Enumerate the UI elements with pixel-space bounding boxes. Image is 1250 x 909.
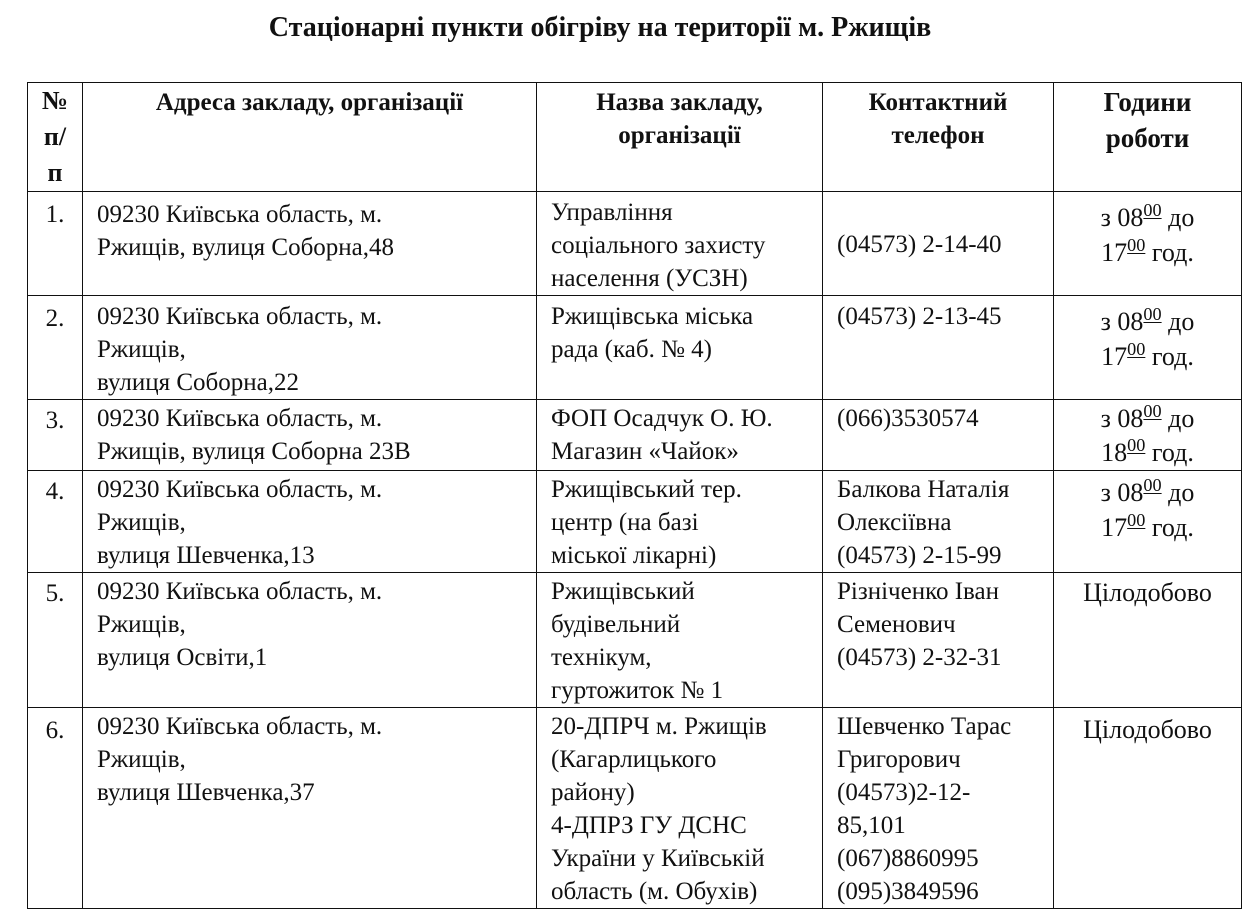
row-name: Управління соціального захисту населення (УСЗН) [537,192,823,296]
row-number: 1. [28,192,83,296]
table-row [28,471,1242,573]
row-number: 3. [28,400,83,471]
row-hours: Цілодобово [1054,573,1242,708]
row-name: Ржищівський тер. центр (на базі міської лікарні) [537,471,823,573]
row-hours: з $08^{00}$ до $18^{00}$ год. [1054,400,1242,471]
row-name: Ржищівський будівельний технікум, гуртожиток № 1 [537,573,823,708]
row-phone: (04573) 2-14-40 [823,192,1054,296]
heating-points-table [27,82,1242,909]
row-address: 09230 Київська область, м. Ржищів, вулиця Соборна,22 [83,296,537,400]
row-phone: (04573) 2-13-45 [823,296,1054,400]
header-name: Назва закладу, організації [537,83,823,192]
row-hours: з $08^{00}$ до $17^{00}$ год. [1054,192,1242,296]
row-address: 09230 Київська область, м. Ржищів, вулиця Соборна 23В [83,400,537,471]
row-address: 09230 Київська область, м. Ржищів, вулиця Соборна,48 [83,192,537,296]
row-hours: з $08^{00}$ до $17^{00}$ год. [1054,471,1242,573]
row-address: 09230 Київська область, м. Ржищів, вулиця Шевченка,13 [83,471,537,573]
row-phone: Шевченко Тарас Григорович (04573)2-12- 85,101 (067)8860995 (095)3849596 [823,708,1054,909]
header-hours: Години роботи [1054,83,1242,192]
row-phone: (066)3530574 [823,400,1054,471]
table-row [28,573,1242,708]
table-row [28,192,1242,296]
row-name: ФОП Осадчук О. Ю. Магазин «Чайок» [537,400,823,471]
row-name: 20-ДПРЧ м. Ржищів (Кагарлицького району) 4-ДПРЗ ГУ ДСНС України у Київській область (м. Обухів) [537,708,823,909]
table-row [28,296,1242,400]
row-phone: Різніченко Іван Семенович (04573) 2-32-31 [823,573,1054,708]
header-number: № п/ п [28,83,83,192]
header-address: Адреса закладу, організації [83,83,537,192]
row-phone: Балкова Наталія Олексіївна (04573) 2-15-99 [823,471,1054,573]
page-title: Стаціонарні пункти обігріву на території м. Ржищів [268,12,932,43]
row-name: Ржищівська міська рада (каб. № 4) [537,296,823,400]
row-address: 09230 Київська область, м. Ржищів, вулиця Освіти,1 [83,573,537,708]
row-number: 5. [28,573,83,708]
row-number: 4. [28,471,83,573]
row-hours: з $08^{00}$ до $17^{00}$ год. [1054,296,1242,400]
table-header-row [28,83,1242,192]
row-address: 09230 Київська область, м. Ржищів, вулиця Шевченка,37 [83,708,537,909]
table-row [28,708,1242,909]
row-number: 6. [28,708,83,909]
header-phone: Контактний телефон [823,83,1054,192]
row-number: 2. [28,296,83,400]
table-row [28,400,1242,471]
row-hours: Цілодобово [1054,708,1242,909]
